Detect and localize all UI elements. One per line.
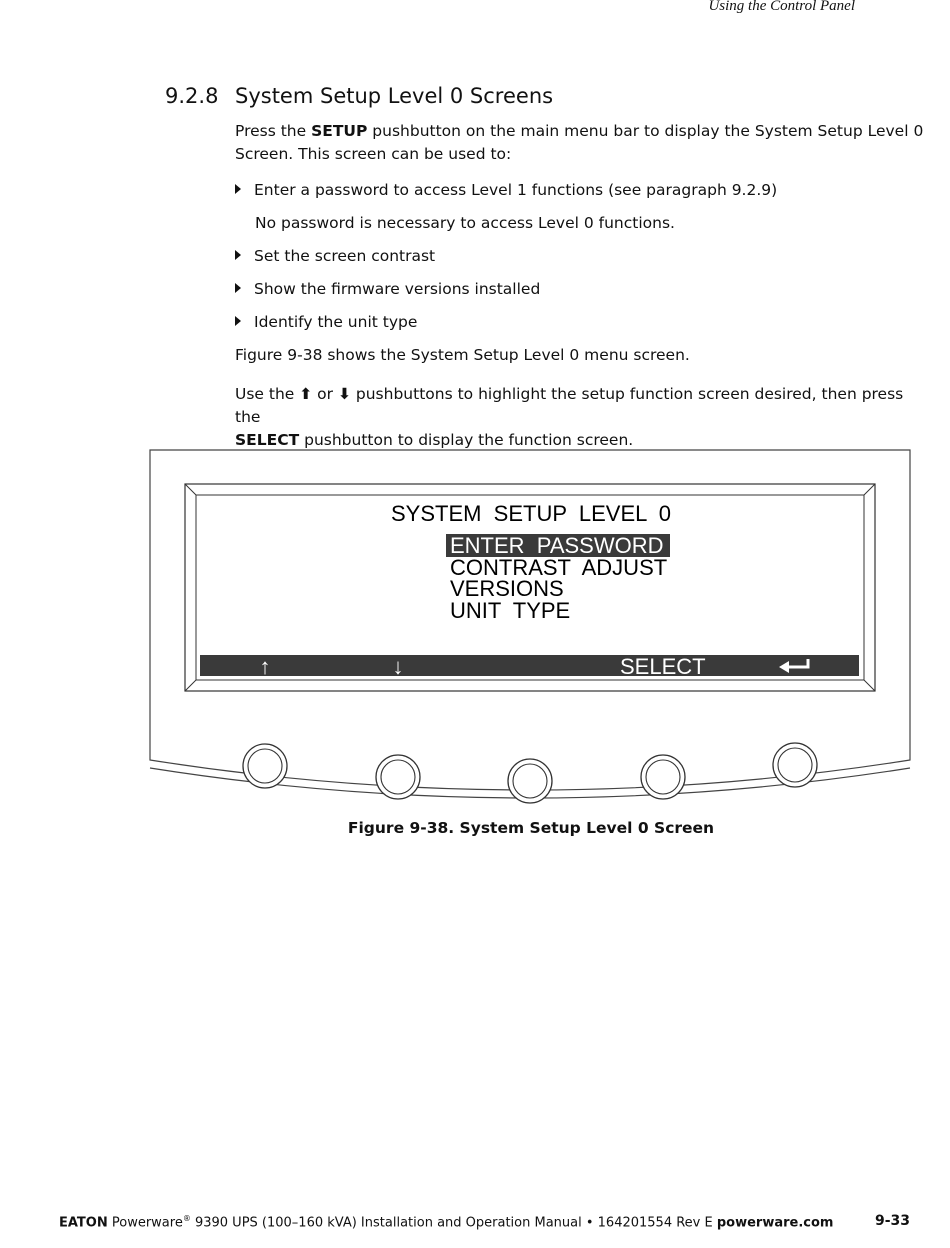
page-number: 9-33 xyxy=(874,1213,910,1229)
softkey-select-label: SELECT xyxy=(620,654,706,679)
bullet-text: Set the screen contrast xyxy=(254,247,436,265)
softkey-down-arrow-icon: ↓ xyxy=(392,654,404,679)
footer-brand: EATON xyxy=(59,1215,108,1231)
figure-reference: Figure 9-38 shows the System Setup Level 0 menu screen. xyxy=(235,346,690,364)
footer-website: powerware.com xyxy=(716,1215,834,1231)
softkey-bar xyxy=(200,655,859,676)
use-text-or: or xyxy=(312,385,338,403)
bullet-text: Show the firmware versions installed xyxy=(254,280,541,298)
lcd-menu-item-versions[interactable]: VERSIONS xyxy=(450,576,564,601)
up-arrow-icon: ⬆ xyxy=(299,385,313,403)
running-header: Using the Control Panel xyxy=(708,0,855,14)
use-text-1: Use the xyxy=(235,385,300,403)
down-arrow-icon: ⬇ xyxy=(337,385,351,403)
bullet-note: No password is necessary to access Level 0 functions. xyxy=(255,214,675,232)
select-keyword: SELECT xyxy=(235,431,300,449)
bullet-triangle-icon xyxy=(235,250,241,260)
pushbutton-4[interactable] xyxy=(641,755,685,799)
navigation-paragraph xyxy=(235,383,925,452)
use-text-2: pushbuttons to highlight the setup function screen desired, then press the xyxy=(235,385,904,426)
section-title: System Setup Level 0 Screens xyxy=(235,84,554,108)
pushbutton-1[interactable] xyxy=(243,744,287,788)
footer-product: Powerware xyxy=(107,1215,183,1231)
bullet-triangle-icon xyxy=(235,283,241,293)
pushbutton-2[interactable] xyxy=(376,755,420,799)
setup-keyword: SETUP xyxy=(311,122,368,140)
bullet-item xyxy=(235,280,540,298)
lcd-screen-title: SYSTEM SETUP LEVEL 0 xyxy=(391,501,671,526)
footer-manual-title: 9390 UPS (100–160 kVA) Installation and Operation Manual • 164201554 Rev E xyxy=(190,1215,717,1231)
figure-caption: Figure 9-38. System Setup Level 0 Screen xyxy=(347,819,715,837)
registered-mark: ® xyxy=(182,1214,191,1223)
bullet-triangle-icon xyxy=(235,184,241,194)
bullet-triangle-icon xyxy=(235,316,241,326)
pushbutton-5[interactable] xyxy=(773,743,817,787)
bullet-item xyxy=(235,181,777,199)
footer-info xyxy=(59,1214,833,1230)
lcd-menu-item-contrast-adjust[interactable]: CONTRAST ADJUST xyxy=(450,555,668,580)
pushbutton-3[interactable] xyxy=(508,759,552,803)
section-number: 9.2.8 xyxy=(165,84,219,108)
intro-paragraph xyxy=(235,120,925,166)
bullet-item xyxy=(235,247,435,265)
bullet-item xyxy=(235,313,417,331)
intro-text-2: pushbutton on the main menu bar to display the System Setup Level 0 Screen. This screen can be used to: xyxy=(235,122,924,163)
intro-text-1: Press the xyxy=(235,122,312,140)
softkey-up-arrow-icon: ↑ xyxy=(259,654,271,679)
lcd-menu-item-unit-type[interactable]: UNIT TYPE xyxy=(450,598,571,623)
bullet-text: Identify the unit type xyxy=(254,313,418,331)
lcd-menu-item-enter-password[interactable]: ENTER PASSWORD xyxy=(450,533,664,558)
bullet-text: Enter a password to access Level 1 functions (see paragraph 9.2.9) xyxy=(254,181,778,199)
section-heading xyxy=(165,84,553,108)
use-text-3: pushbutton to display the function screen. xyxy=(299,431,634,449)
